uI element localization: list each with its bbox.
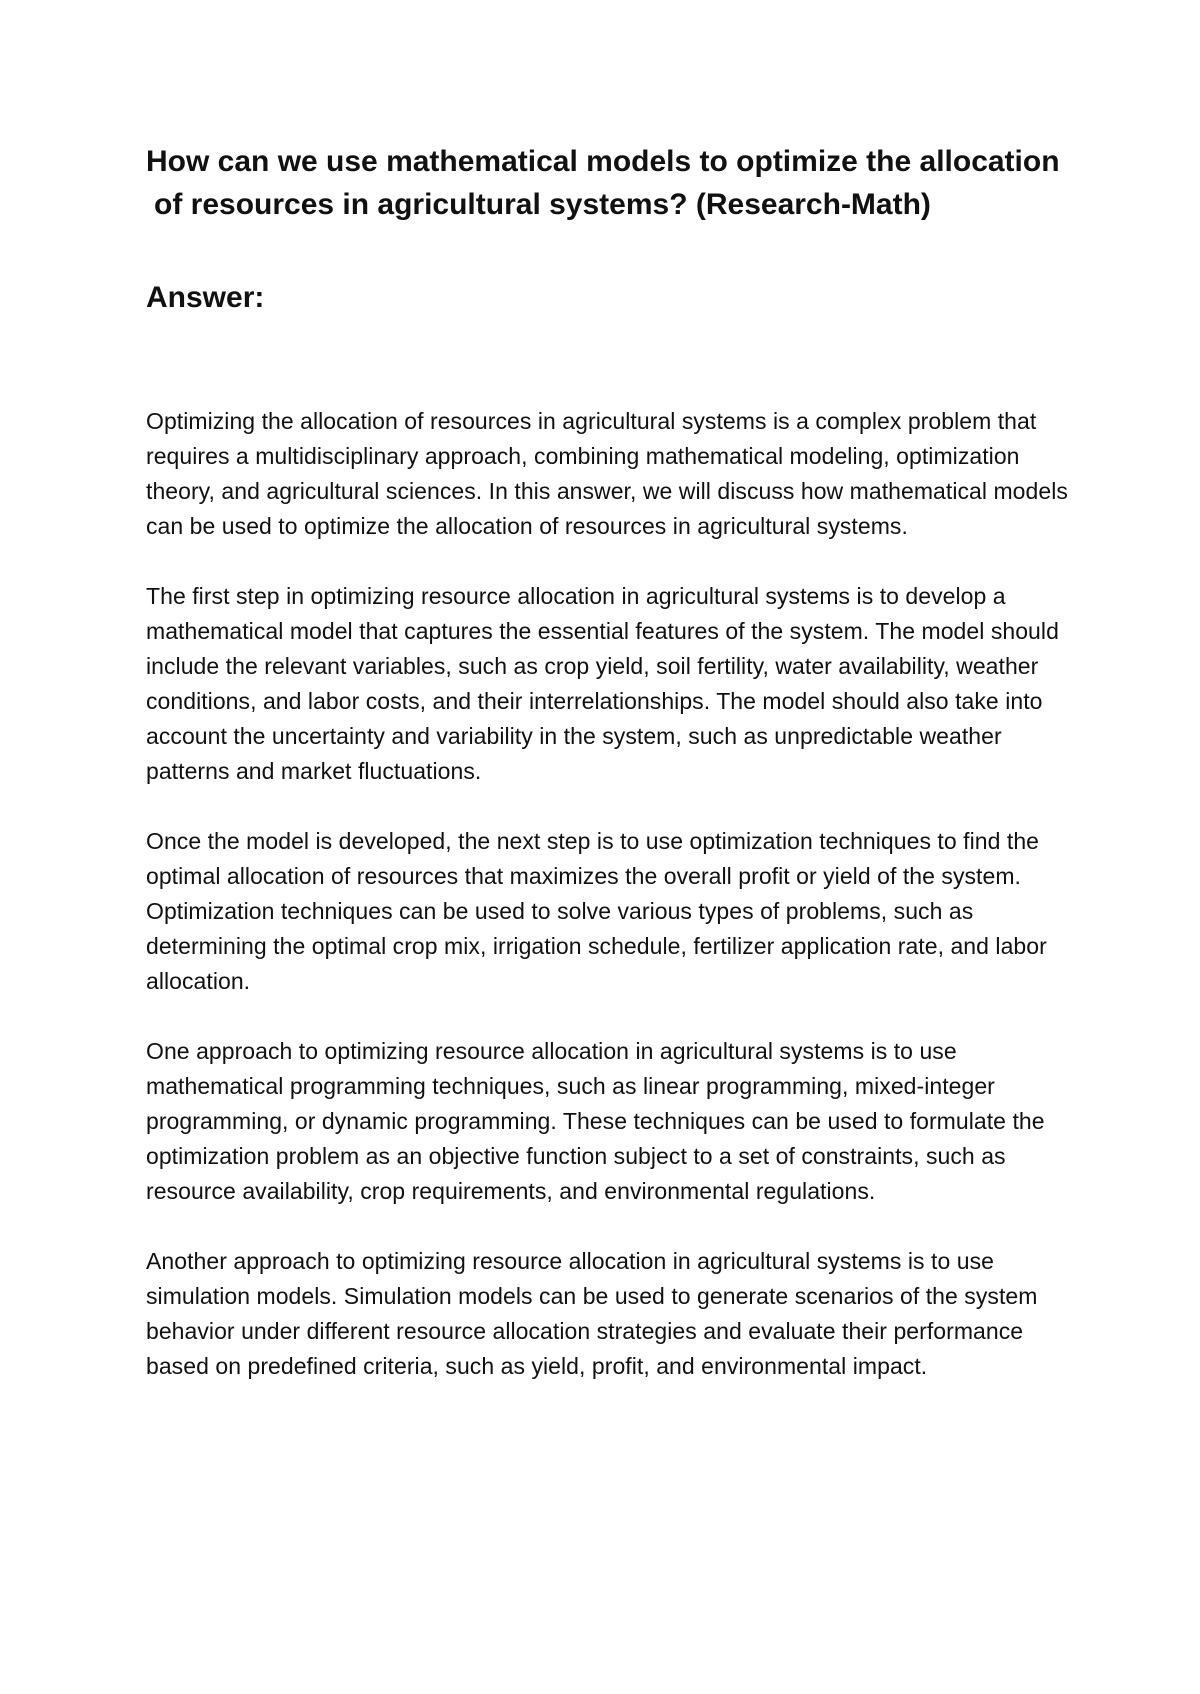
- paragraph-2: The first step in optimizing resource allocation in agricultural systems is to develop a mathematical model that captures the essential features of the system. The model should include the relevant variables, such as crop yield, soil fertility, water availability, weather conditions, and labor costs, and their interrelationships. The model should also take into account the uncertainty and variability in the system, such as unpredictable weather patterns and market fluctuations.: [146, 583, 1059, 784]
- document-content: [146, 140, 1076, 1419]
- paragraph-3: Once the model is developed, the next step is to use optimization techniques to find the optimal allocation of resources that maximizes the overall profit or yield of the system. Optimization techniques can be used to solve various types of problems, such as determining the optimal crop mix, irrigation schedule, fertilizer application rate, and labor allocation.: [146, 828, 1047, 994]
- answer-body: [146, 404, 1076, 1384]
- question-heading: How can we use mathematical models to optimize the allocation of resources in agricultural systems? (Research-Math): [146, 145, 1060, 221]
- paragraph-4: One approach to optimizing resource allocation in agricultural systems is to use mathematical programming techniques, such as linear programming, mixed-integer programming, or dynamic programming. These techniques can be used to formulate the optimization problem as an objective function subject to a set of constraints, such as resource availability, crop requirements, and environmental regulations.: [146, 1038, 1045, 1204]
- answer-label: Answer:: [146, 281, 265, 314]
- paragraph-5: Another approach to optimizing resource allocation in agricultural systems is to use simulation models. Simulation models can be used to generate scenarios of the system behavior under different resource allocation strategies and evaluate their performance based on predefined criteria, such as yield, profit, and environmental impact.: [146, 1248, 1038, 1379]
- paragraph-1: Optimizing the allocation of resources in agricultural systems is a complex problem that requires a multidisciplinary approach, combining mathematical modeling, optimization theory, and agricultural sciences. In this answer, we will discuss how mathematical models can be used to optimize the allocation of resources in agricultural systems.: [146, 408, 1068, 539]
